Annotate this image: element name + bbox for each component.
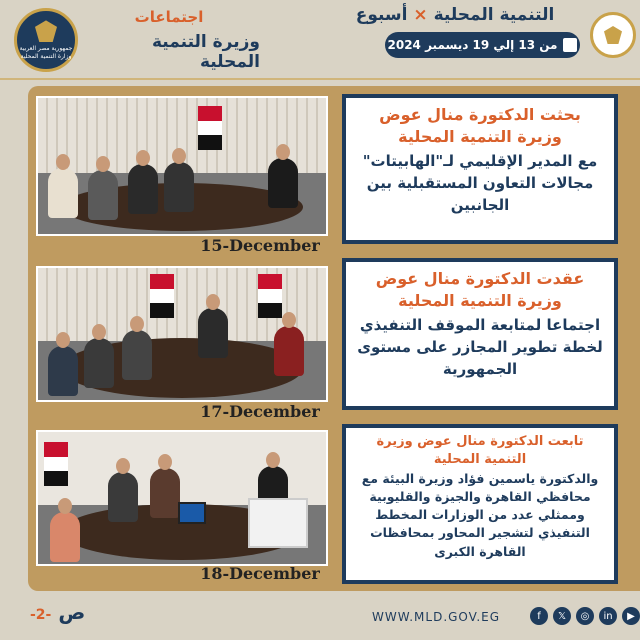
meetings-label: اجتماعات xyxy=(134,8,204,26)
news-box-3 xyxy=(342,424,618,584)
x-icon[interactable]: 𝕏 xyxy=(553,607,571,625)
facebook-icon[interactable]: f xyxy=(530,607,548,625)
news-body-1: مع المدير الإقليمي لـ"الهابيتات" مجالات التعاون المستقبلية بين الجانبين xyxy=(362,152,598,214)
social-icons xyxy=(530,607,640,625)
laptop-screen xyxy=(178,502,206,524)
week-title-x: × xyxy=(413,5,428,25)
monitor xyxy=(248,498,308,548)
page-mark: ص xyxy=(58,600,86,624)
ministry-seal xyxy=(590,12,636,58)
website-link[interactable]: WWW.MLD.GOV.EG xyxy=(372,610,501,624)
linkedin-icon[interactable]: in xyxy=(599,607,617,625)
logo-text: جمهورية مصر العربية وزارة التنمية المحلية xyxy=(19,45,73,60)
eagle-emblem-icon xyxy=(35,20,57,42)
news-heading-3: تابعت الدكتورة منال عوض وزيرة التنمية المحلية xyxy=(376,434,584,467)
news-box-1 xyxy=(342,94,618,244)
news-heading-1: بحثت الدكتورة منال عوض وزيرة التنمية المحلية xyxy=(379,105,581,146)
youtube-icon[interactable]: ▶ xyxy=(622,607,640,625)
news-body-2: اجتماعا لمتابعة الموقف التنفيذي لخطة تطوير المجازر على مستوى الجمهورية xyxy=(357,316,603,378)
date-label-1: 15-December xyxy=(200,236,320,255)
meeting-photo-1 xyxy=(36,96,328,236)
header xyxy=(0,0,640,78)
page-number xyxy=(30,600,85,624)
week-title-part2: أسبوع xyxy=(355,5,408,25)
week-title xyxy=(330,5,580,25)
header-divider xyxy=(0,78,640,80)
calendar-icon xyxy=(563,38,577,52)
date-label-3: 18-December xyxy=(200,564,320,583)
date-range-text: من 13 إلي 19 ديسمبر 2024 xyxy=(387,38,558,52)
week-title-part1: التنمية المحلية xyxy=(433,5,555,25)
news-body-3: والدكتورة ياسمين فؤاد وزيرة البيئة مع محافظي القاهرة والجيزة والقليوبية وممثلي عدد من الوزارات المخطط التنفيذي لتشجير المحاور بمحافظات القاهرة الكبرى xyxy=(361,471,599,559)
instagram-icon[interactable]: ◎ xyxy=(576,607,594,625)
news-heading-2: عقدت الدكتورة منال عوض وزيرة التنمية المحلية xyxy=(375,269,585,310)
date-range-pill xyxy=(385,32,580,58)
footer xyxy=(0,598,640,640)
ministry-logo xyxy=(14,8,78,72)
date-label-2: 17-December xyxy=(200,402,320,421)
eagle-emblem-icon xyxy=(604,26,622,44)
ministry-name: وزيرة التنمية المحلية xyxy=(151,32,260,72)
page-number-value: -2- xyxy=(30,607,52,623)
meeting-photo-3 xyxy=(36,430,328,566)
meeting-photo-2 xyxy=(36,266,328,402)
news-box-2 xyxy=(342,258,618,410)
